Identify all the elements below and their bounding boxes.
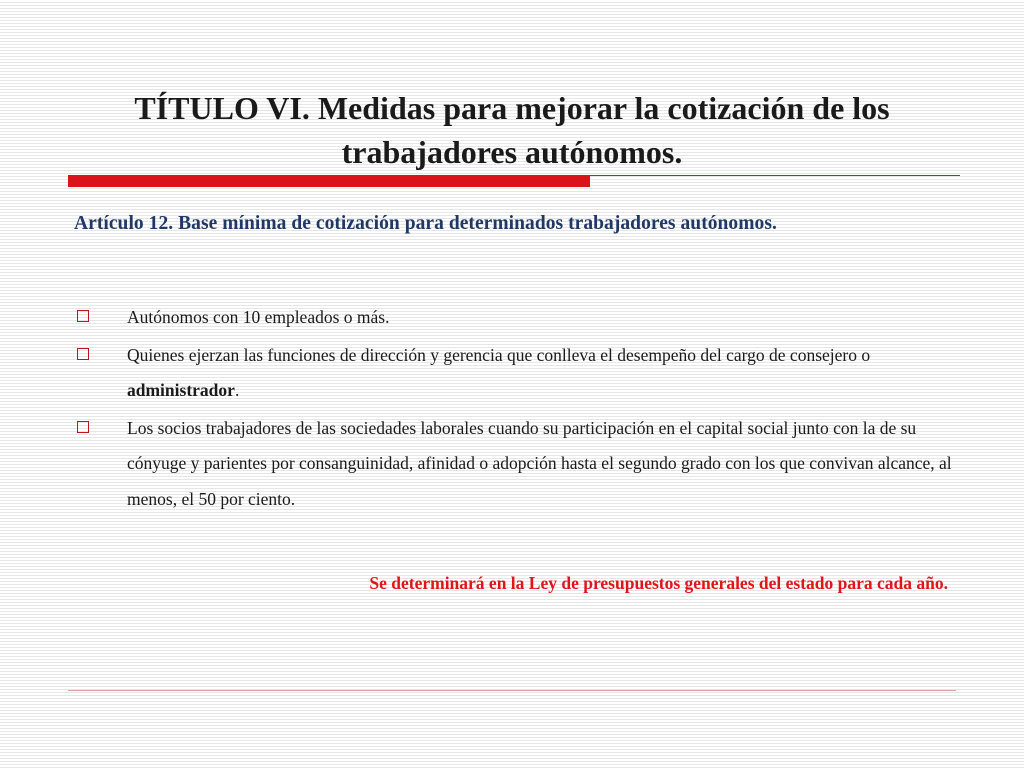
bullet-item: [74, 300, 954, 336]
bullet-bold-term: administrador: [127, 380, 235, 400]
slide-title-line-2: trabajadores autónomos.: [341, 134, 683, 170]
bullet-item: [74, 338, 954, 409]
bullet-text-end: .: [234, 380, 240, 400]
bullet-text: Quienes ejerzan las funciones de dirección y gerencia que conlleva el desempeño del cargo de consejero o: [127, 344, 871, 365]
bullet-text: Los socios trabajadores de las sociedades laborales cuando su participación en el capital social junto con la de su cónyuge y parientes por consanguinidad, afinidad o adopción hasta el segundo grado con los que convivan alcance, al menos, el 50 por ciento.: [127, 417, 952, 509]
bullet-item: [74, 411, 954, 518]
hollow-square-bullet-icon: [77, 348, 89, 360]
bullet-text: Autónomos con 10 empleados o más.: [127, 307, 390, 327]
title-underline-thin: [590, 175, 960, 176]
slide-title-line-1: TÍTULO VI. Medidas para mejorar la cotización de los: [134, 90, 890, 126]
title-underline-thick: [68, 175, 590, 187]
bullet-list: [74, 300, 954, 519]
hollow-square-bullet-icon: [77, 310, 89, 322]
article-heading: Artículo 12. Base mínima de cotización para determinados trabajadores autónomos.: [74, 213, 777, 234]
footer-divider: [68, 690, 956, 691]
slide-title: [60, 86, 964, 174]
budget-note: Se determinará en la Ley de presupuestos generales del estado para cada año.: [369, 573, 948, 593]
hollow-square-bullet-icon: [77, 421, 89, 433]
